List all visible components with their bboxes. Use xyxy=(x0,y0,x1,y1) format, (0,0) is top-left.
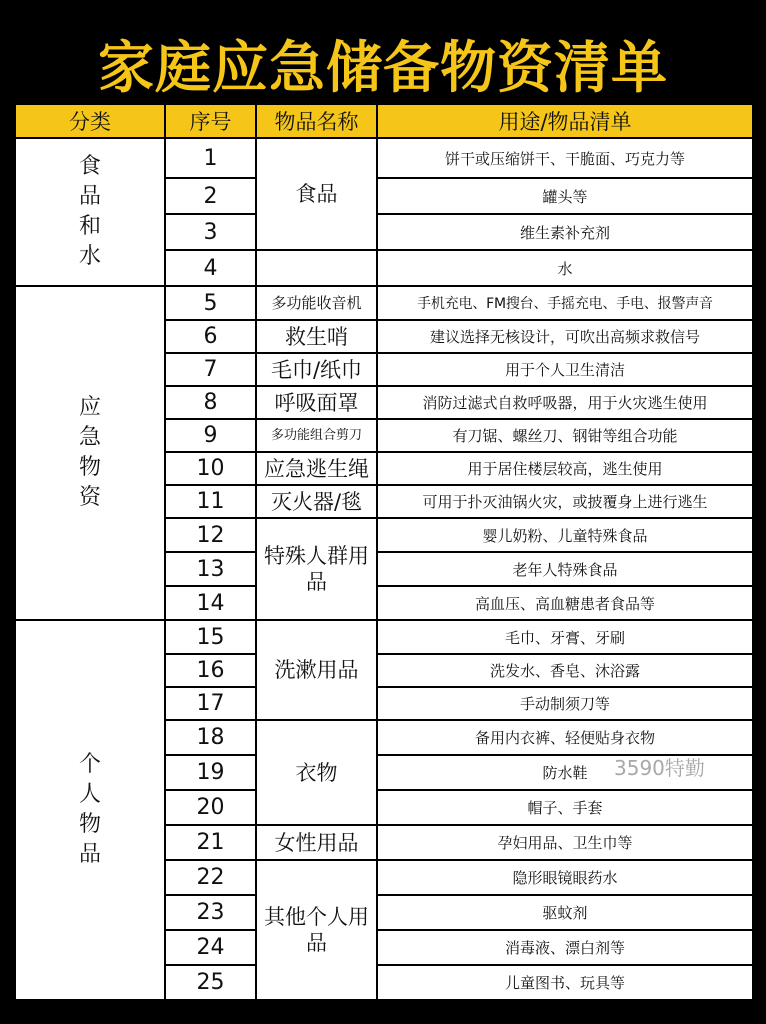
category-char: 物 xyxy=(78,812,101,837)
item-usage: 水 xyxy=(377,250,753,286)
item-name: 食品 xyxy=(256,138,377,250)
item-usage: 建议选择无核设计，可吹出高频求救信号 xyxy=(377,320,753,353)
category-emergency xyxy=(15,286,165,620)
row-number: 1 xyxy=(165,138,256,178)
item-usage: 驱蚊剂 xyxy=(377,895,753,930)
row-number: 12 xyxy=(165,518,256,552)
table-row xyxy=(15,286,753,320)
row-number: 10 xyxy=(165,452,256,485)
row-number: 25 xyxy=(165,965,256,1000)
category-char: 人 xyxy=(78,782,101,807)
category-char: 水 xyxy=(78,244,101,269)
item-usage: 隐形眼镜眼药水 xyxy=(377,860,753,895)
header-usage: 用途/物品清单 xyxy=(377,104,753,138)
row-number: 11 xyxy=(165,485,256,518)
item-usage: 备用内衣裤、轻便贴身衣物 xyxy=(377,720,753,755)
table-row xyxy=(15,620,753,654)
header-number: 序号 xyxy=(165,104,256,138)
row-number: 6 xyxy=(165,320,256,353)
row-number: 2 xyxy=(165,178,256,214)
item-name: 灭火器/毯 xyxy=(256,485,377,518)
item-usage: 帽子、手套 xyxy=(377,790,753,825)
category-char: 食 xyxy=(78,154,101,179)
item-usage: 高血压、高血糖患者食品等 xyxy=(377,586,753,620)
item-usage: 消毒液、漂白剂等 xyxy=(377,930,753,965)
item-name: 救生哨 xyxy=(256,320,377,353)
item-usage: 手机充电、FM搜台、手摇充电、手电、报警声音 xyxy=(377,286,753,320)
category-personal xyxy=(15,620,165,1000)
category-char: 个 xyxy=(78,752,101,777)
category-food-water xyxy=(15,138,165,286)
category-char: 和 xyxy=(78,214,101,239)
item-usage: 洗发水、香皂、沐浴露 xyxy=(377,654,753,687)
item-name xyxy=(256,250,377,286)
row-number: 13 xyxy=(165,552,256,586)
category-char: 资 xyxy=(78,485,101,510)
item-usage: 消防过滤式自救呼吸器，用于火灾逃生使用 xyxy=(377,386,753,419)
item-name: 洗漱用品 xyxy=(256,620,377,720)
item-name: 多功能收音机 xyxy=(256,286,377,320)
row-number: 15 xyxy=(165,620,256,654)
item-usage: 老年人特殊食品 xyxy=(377,552,753,586)
item-name: 多功能组合剪刀 xyxy=(256,419,377,452)
item-usage: 用于居住楼层较高，逃生使用 xyxy=(377,452,753,485)
item-name: 毛巾/纸巾 xyxy=(256,353,377,386)
category-char: 急 xyxy=(78,425,101,450)
row-number: 8 xyxy=(165,386,256,419)
supply-table xyxy=(14,103,754,1001)
row-number: 22 xyxy=(165,860,256,895)
table-header-row xyxy=(15,104,753,138)
item-usage: 婴儿奶粉、儿童特殊食品 xyxy=(377,518,753,552)
item-usage: 罐头等 xyxy=(377,178,753,214)
category-char: 物 xyxy=(78,455,101,480)
table-row xyxy=(15,138,753,178)
category-char: 应 xyxy=(78,395,101,420)
item-name: 衣物 xyxy=(256,720,377,825)
row-number: 7 xyxy=(165,353,256,386)
item-usage: 可用于扑灭油锅火灾，或披覆身上进行逃生 xyxy=(377,485,753,518)
row-number: 23 xyxy=(165,895,256,930)
row-number: 24 xyxy=(165,930,256,965)
item-usage: 维生素补充剂 xyxy=(377,214,753,250)
category-char: 品 xyxy=(78,184,101,209)
row-number: 19 xyxy=(165,755,256,790)
item-usage: 手动制须刀等 xyxy=(377,687,753,720)
item-name: 特殊人群用品 xyxy=(256,518,377,620)
item-usage: 儿童图书、玩具等 xyxy=(377,965,753,1000)
row-number: 21 xyxy=(165,825,256,860)
row-number: 3 xyxy=(165,214,256,250)
page-title: 家庭应急储备物资清单 xyxy=(98,36,668,101)
header-name: 物品名称 xyxy=(256,104,377,138)
category-char: 品 xyxy=(78,842,101,867)
item-usage: 孕妇用品、卫生巾等 xyxy=(377,825,753,860)
item-name: 应急逃生绳 xyxy=(256,452,377,485)
row-number: 17 xyxy=(165,687,256,720)
row-number: 4 xyxy=(165,250,256,286)
item-usage: 防水鞋 xyxy=(377,755,753,790)
item-usage: 饼干或压缩饼干、干脆面、巧克力等 xyxy=(377,138,753,178)
row-number: 20 xyxy=(165,790,256,825)
row-number: 5 xyxy=(165,286,256,320)
item-name: 女性用品 xyxy=(256,825,377,860)
row-number: 14 xyxy=(165,586,256,620)
header-category: 分类 xyxy=(15,104,165,138)
row-number: 16 xyxy=(165,654,256,687)
item-usage: 有刀锯、螺丝刀、钢钳等组合功能 xyxy=(377,419,753,452)
watermark: 3590特勤 xyxy=(614,756,705,780)
item-name: 其他个人用品 xyxy=(256,860,377,1000)
row-number: 9 xyxy=(165,419,256,452)
row-number: 18 xyxy=(165,720,256,755)
item-usage: 用于个人卫生清洁 xyxy=(377,353,753,386)
item-name: 呼吸面罩 xyxy=(256,386,377,419)
item-usage: 毛巾、牙膏、牙刷 xyxy=(377,620,753,654)
